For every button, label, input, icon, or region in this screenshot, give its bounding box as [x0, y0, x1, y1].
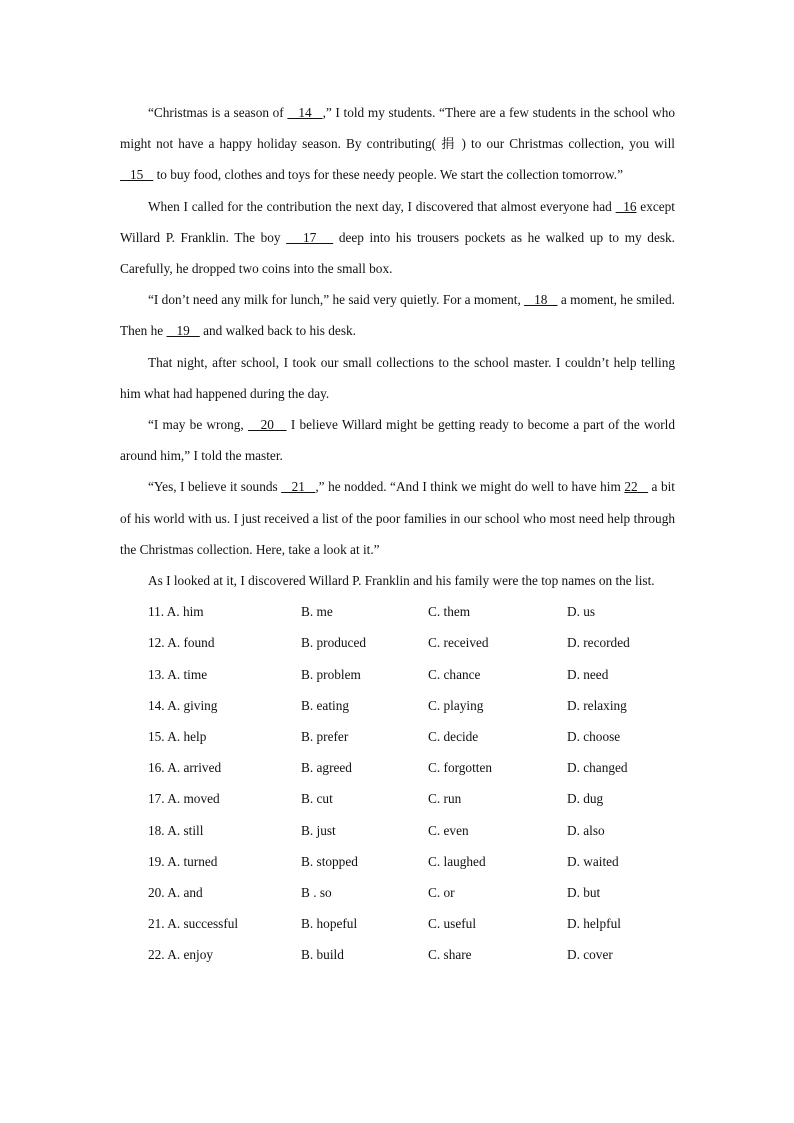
passage-text: That night, after school, I took our small collections to the school master. I couldn’t help telling him what had happened during the day.: [120, 354, 675, 401]
option-d: D. dug: [567, 791, 604, 807]
question-options-row: [120, 721, 675, 752]
answer-blank: 20: [247, 417, 287, 433]
option-c: C. laughed: [428, 853, 486, 869]
question-options-row: [120, 752, 675, 783]
option-c: C. them: [428, 604, 471, 620]
option-a: 18. A. still: [148, 822, 204, 838]
question-options-row: [120, 877, 675, 908]
question-options-row: [120, 939, 675, 970]
option-b: B. agreed: [301, 760, 352, 776]
option-a: 17. A. moved: [148, 791, 220, 807]
option-a: 22. A. enjoy: [148, 947, 214, 963]
question-options-row: [120, 846, 675, 877]
passage-paragraph: [120, 284, 675, 346]
passage-text: “I may be wrong,: [148, 417, 248, 433]
answer-blank: 19: [166, 323, 200, 339]
answer-blank: 14: [287, 105, 323, 120]
passage-text: “I don’t need any milk for lunch,” he said very quietly. For a moment,: [148, 292, 525, 308]
answer-blank: 21: [281, 479, 316, 495]
option-b: B. prefer: [301, 729, 349, 744]
option-c: C. forgotten: [428, 760, 493, 776]
option-c: C. even: [428, 822, 469, 838]
passage-text: a bit of his world with us. I just received a list of the poor families in our school who most need help through the Christmas collection. Here, take a look at it.”: [120, 479, 675, 557]
passage-text: to buy food, clothes and toys for these needy people. We start the collection tomorrow.”: [153, 167, 623, 183]
option-d: D. recorded: [567, 635, 630, 651]
option-c: C. useful: [428, 916, 477, 932]
option-a: 21. A. successful: [148, 916, 239, 932]
question-options-row: [120, 815, 675, 846]
answer-blank: 22: [624, 479, 649, 495]
passage-text: ,” I told my students. “There are a few students in the school who might not have a happy holiday season. By contributing( 捐 ) to our Christmas collection, you will: [120, 105, 675, 152]
question-options-row: [120, 690, 675, 721]
question-options-row: [120, 783, 675, 814]
document-page: [120, 97, 675, 971]
option-c: C. share: [428, 947, 472, 963]
passage-text: except Willard P. Franklin. The boy: [120, 198, 675, 245]
answer-blank: 15: [120, 167, 154, 183]
answer-options: [120, 596, 675, 970]
option-a: 20. A. and: [148, 884, 203, 900]
option-b: B. problem: [301, 666, 361, 682]
option-c: C. chance: [428, 666, 481, 682]
option-c: C. playing: [428, 697, 484, 713]
passage-text: When I called for the contribution the next day, I discovered that almost everyone had: [148, 198, 616, 214]
option-a: 11. A. him: [148, 604, 204, 620]
passage-text: ,” he nodded. “And I think we might do well to have him: [315, 479, 625, 495]
option-a: 16. A. arrived: [148, 760, 222, 776]
passage-paragraph: [120, 347, 675, 409]
option-b: B . so: [301, 884, 332, 900]
option-c: C. decide: [428, 729, 479, 744]
option-d: D. changed: [567, 760, 628, 776]
passage-paragraph: [120, 565, 675, 596]
option-a: 12. A. found: [148, 635, 215, 651]
option-c: C. received: [428, 635, 489, 651]
option-b: B. eating: [301, 697, 350, 713]
passage-text: a moment, he smiled. Then he: [120, 292, 675, 339]
passage-paragraph: [120, 409, 675, 471]
answer-blank: 18: [524, 292, 558, 308]
passage-paragraph: [120, 471, 675, 565]
answer-blank: 17: [286, 229, 334, 245]
option-d: D. waited: [567, 853, 619, 869]
question-options-row: [120, 659, 675, 690]
question-options-row: [120, 908, 675, 939]
option-c: C. run: [428, 791, 462, 807]
passage-text: “Yes, I believe it sounds: [148, 479, 282, 495]
option-a: 15. A. help: [148, 729, 207, 744]
answer-blank: 16: [615, 198, 637, 214]
option-b: B. me: [301, 604, 333, 620]
option-c: C. or: [428, 884, 455, 900]
option-d: D. relaxing: [567, 697, 627, 713]
passage-text: As I looked at it, I discovered Willard P. Franklin and his family were the top names on the list.: [148, 573, 655, 589]
reading-passage: [120, 97, 675, 596]
passage-text: deep into his trousers pockets as he walked up to my desk. Carefully, he dropped two coins into the small box.: [120, 229, 675, 277]
option-d: D. but: [567, 884, 601, 900]
passage-text: I believe Willard might be getting ready to become a part of the world around him,” I told the master.: [120, 417, 675, 464]
passage-text: “Christmas is a season of: [148, 105, 288, 120]
passage-paragraph: [120, 191, 675, 285]
option-d: D. helpful: [567, 916, 621, 932]
option-b: B. cut: [301, 791, 333, 807]
option-a: 13. A. time: [148, 666, 208, 682]
option-d: D. us: [567, 604, 596, 620]
option-b: B. stopped: [301, 853, 358, 869]
option-a: 14. A. giving: [148, 697, 218, 713]
question-options-row: [120, 596, 675, 627]
option-b: B. produced: [301, 635, 366, 651]
option-b: B. build: [301, 947, 344, 963]
option-d: D. need: [567, 666, 609, 682]
option-b: B. hopeful: [301, 916, 358, 932]
option-d: D. choose: [567, 729, 621, 744]
option-d: D. also: [567, 822, 605, 838]
option-a: 19. A. turned: [148, 853, 218, 869]
option-b: B. just: [301, 822, 336, 838]
question-options-row: [120, 627, 675, 658]
passage-text: and walked back to his desk.: [199, 323, 356, 339]
option-d: D. cover: [567, 947, 613, 963]
passage-paragraph: [120, 97, 675, 191]
